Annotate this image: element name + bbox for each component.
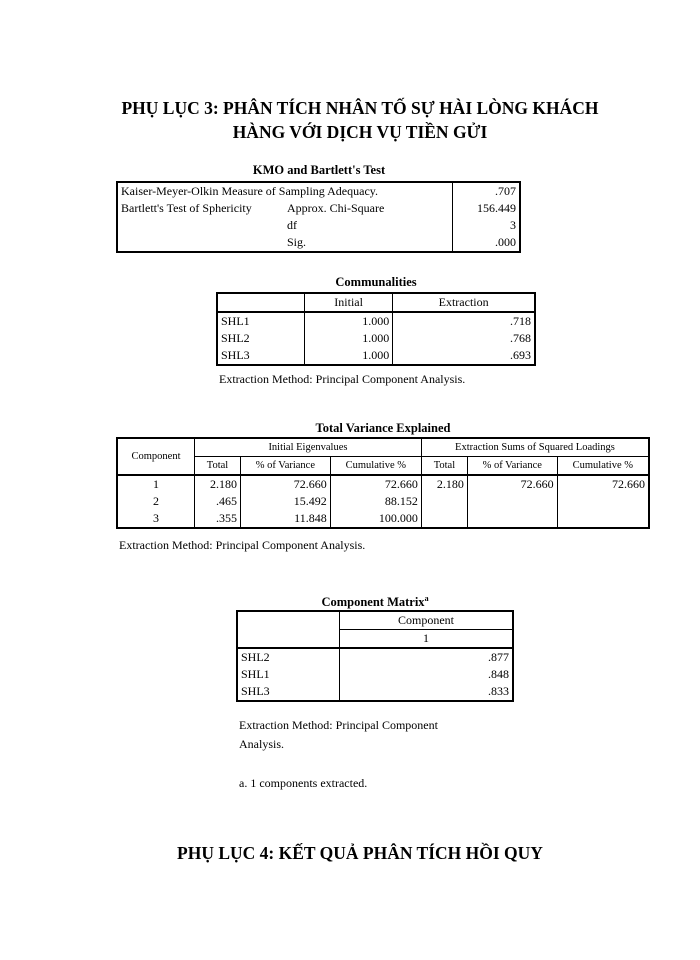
appendix-3-title-line1: PHỤ LỤC 3: PHÂN TÍCH NHÂN TỐ SỰ HÀI LÒNG KHÁCH [121,98,599,118]
col-pct-variance: % of Variance [241,457,331,476]
table-row [237,648,513,666]
e-pct-value [467,493,557,510]
total-value: .355 [195,510,241,528]
component-matrix-footnote: a. 1 components extracted. [239,776,368,790]
row-label: SHL2 [217,330,305,347]
initial-value: 1.000 [305,347,393,365]
group-extraction-loadings: Extraction Sums of Squared Loadings [421,438,649,457]
kmo-label: Kaiser-Meyer-Olkin Measure of Sampling Adequacy. [117,182,453,200]
col-total: Total [195,457,241,476]
table-row [237,683,513,701]
col-cumulative: Cumulative % [330,457,421,476]
col-initial: Initial [305,293,393,312]
appendix-3-heading [60,96,660,144]
e-total-value [421,510,467,528]
variance-title: Total Variance Explained [315,421,451,435]
loading-value: .833 [488,684,509,698]
e-total-value: 2.180 [421,475,467,493]
row-label: SHL1 [237,666,340,683]
communalities-note: Extraction Method: Principal Component Analysis. [219,372,466,386]
initial-value: 1.000 [305,312,393,330]
kmo-table [116,181,521,253]
kmo-value: .707 [495,184,516,198]
component-matrix-title-text: Component Matrix [321,595,425,610]
chi-square-label: Approx. Chi-Square [284,200,453,217]
pct-value: 15.492 [241,493,331,510]
row-label: SHL3 [217,347,305,365]
component-matrix-note-line2: Analysis. [239,737,284,751]
row-label: SHL2 [237,648,340,666]
e-total-value [421,493,467,510]
pct-value: 11.848 [241,510,331,528]
table-row [217,347,535,365]
extraction-value: .768 [510,331,531,345]
initial-value: 1.000 [305,330,393,347]
table-row [217,312,535,330]
e-pct-value [467,510,557,528]
component-number: 3 [117,510,195,528]
table-row [217,330,535,347]
communalities-table [216,292,536,366]
e-cum-value: 72.660 [612,477,645,491]
cum-value: 100.000 [330,510,421,528]
kmo-table-title: KMO and Bartlett's Test [252,163,386,177]
df-label: df [284,217,453,234]
sig-value: .000 [495,235,516,249]
extraction-value: .718 [510,314,531,328]
bartlett-label: Bartlett's Test of Sphericity [121,201,252,215]
table-row [117,493,649,510]
row-label: SHL3 [237,683,340,701]
col-e-total: Total [421,457,467,476]
cum-value: 72.660 [330,475,421,493]
col-extraction: Extraction [438,295,489,309]
loading-value: .877 [488,650,509,664]
col-component-number: 1 [423,631,429,645]
component-number: 2 [117,493,195,510]
group-initial-eigenvalues: Initial Eigenvalues [195,438,422,457]
appendix-3-title-line2: HÀNG VỚI DỊCH VỤ TIỀN GỬI [232,122,488,142]
e-cum-value [557,493,649,510]
component-matrix-title-sup: a [424,594,429,603]
component-matrix-table [236,610,514,702]
table-row [117,510,649,528]
e-cum-value [557,510,649,528]
component-matrix-title [236,594,514,610]
table-row [237,666,513,683]
cum-value: 88.152 [330,493,421,510]
variance-table [116,437,650,529]
table-row [117,475,649,493]
appendix-4-heading: PHỤ LỤC 4: KẾT QUẢ PHÂN TÍCH HỒI QUY [177,843,543,863]
col-e-pct-variance: % of Variance [467,457,557,476]
component-number: 1 [117,475,195,493]
row-label: SHL1 [217,312,305,330]
col-e-cumulative: Cumulative % [572,460,633,471]
chi-square-value: 156.449 [477,201,516,215]
e-pct-value: 72.660 [467,475,557,493]
total-value: .465 [195,493,241,510]
col-component: Component [117,438,195,475]
extraction-value: .693 [510,348,531,362]
sig-label: Sig. [284,234,453,252]
component-matrix-note-line1: Extraction Method: Principal Component [239,718,438,732]
pct-value: 72.660 [241,475,331,493]
df-value: 3 [510,218,516,232]
col-component: Component [340,611,514,630]
component-matrix-note [239,716,438,754]
total-value: 2.180 [195,475,241,493]
communalities-title: Communalities [335,275,417,289]
variance-note: Extraction Method: Principal Component Analysis. [119,538,366,552]
loading-value: .848 [488,667,509,681]
